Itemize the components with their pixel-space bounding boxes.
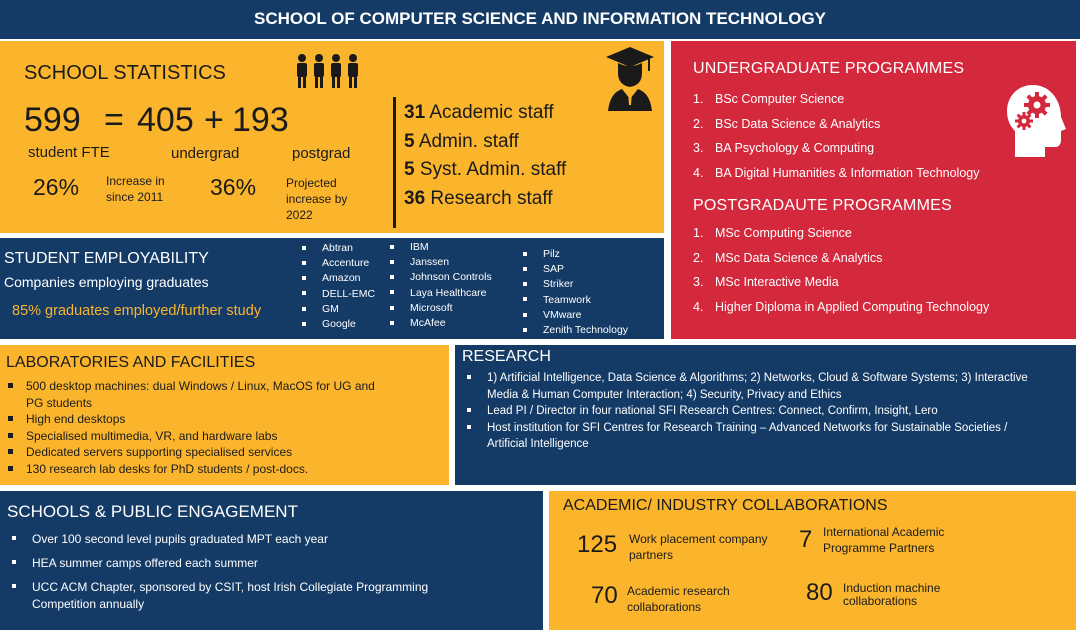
list-item: Google [296, 317, 375, 332]
list-item: 3. BA Psychology & Computing [693, 141, 875, 155]
graduate-icon [604, 45, 656, 111]
undergrad-value: 405 [137, 101, 194, 139]
list-item: Specialised multimedia, VR, and hardware labs [0, 428, 380, 445]
list-item: VMware [517, 308, 628, 323]
list-item: Amazon [296, 271, 375, 286]
engagement-heading: SCHOOLS & PUBLIC ENGAGEMENT [7, 502, 298, 521]
companies-column-1 [296, 241, 375, 332]
school-statistics-panel [0, 41, 664, 233]
list-item: Microsoft [384, 301, 492, 316]
employability-panel [0, 238, 664, 339]
postgrad-programmes-heading: POSTGRADAUTE PROGRAMMES [693, 197, 952, 214]
list-item: McAfee [384, 316, 492, 331]
increase-label: Increase in since 2011 [106, 174, 165, 204]
collab-work-placement-value: 125 [577, 531, 618, 558]
list-item: Pilz [517, 247, 628, 262]
staff-list [404, 99, 566, 213]
list-item: 130 research lab desks for PhD students / post-docs. [0, 461, 380, 478]
list-item: Laya Healthcare [384, 286, 492, 301]
collab-induction-value: 80 [806, 579, 833, 606]
engagement-list [6, 531, 476, 613]
research-heading: RESEARCH [462, 348, 551, 365]
collab-induction-label: Induction machine collaborations [843, 581, 941, 608]
equals-sign: = [104, 101, 124, 139]
list-item: 1. BSc Computer Science [693, 92, 845, 106]
list-item: 1. MSc Computing Science [693, 226, 852, 240]
list-item: GM [296, 302, 375, 317]
companies-column-3 [517, 247, 628, 338]
list-item: Johnson Controls [384, 270, 492, 285]
staff-row: 5 Syst. Admin. staff [404, 159, 567, 180]
list-item: 2. BSc Data Science & Analytics [693, 116, 881, 131]
postgrad-programmes-list [693, 221, 989, 319]
stats-heading: SCHOOL STATISTICS [24, 62, 226, 84]
list-item: 4. BA Digital Humanities & Information Technology [693, 165, 980, 180]
page-title: SCHOOL OF COMPUTER SCIENCE AND INFORMATION TECHNOLOGY [253, 9, 827, 28]
list-item: Abtran [296, 241, 375, 256]
total-students-label: student FTE [28, 144, 110, 161]
increase-value: 26% [33, 174, 80, 200]
undergrad-programmes-heading: UNDERGRADUATE PROGRAMMES [693, 60, 965, 77]
list-item: 1) Artificial Intelligence, Data Science & Algorithms; 2) Networks, Cloud & Software Systems; 3) Interactive Media & Human Computer Interaction; 4) Security, Privacy and Ethics [461, 370, 1041, 403]
list-item: DELL-EMC [296, 287, 375, 302]
total-students-value: 599 [24, 101, 81, 139]
list-item: 3. MSc Interactive Media [693, 275, 839, 289]
list-item: 2. MSc Data Science & Analytics [693, 250, 883, 265]
stats-divider [393, 97, 396, 228]
list-item: SAP [517, 262, 628, 277]
programmes-panel [671, 41, 1076, 339]
companies-column-2 [384, 240, 492, 331]
list-item: Lead PI / Director in four national SFI Research Centres: Connect, Confirm, Insight, Lero [461, 403, 1041, 420]
postgrad-label: postgrad [292, 145, 351, 162]
laboratories-panel [0, 345, 449, 485]
list-item: HEA summer camps offered each summer [6, 555, 476, 572]
undergrad-label: undergrad [171, 145, 240, 162]
list-item: UCC ACM Chapter, sponsored by CSIT, host Irish Collegiate Programming Competition annually [6, 579, 476, 613]
collaborations-panel [549, 491, 1076, 630]
undergrad-programmes-list [693, 87, 980, 185]
engagement-panel [0, 491, 543, 630]
staff-row: 31 Academic staff [404, 102, 554, 123]
list-item: IBM [384, 240, 492, 255]
collab-academic-research-value: 70 [591, 582, 618, 609]
plus-sign: + [204, 101, 224, 139]
collab-international-value: 7 [799, 526, 813, 553]
postgrad-value: 193 [232, 101, 289, 139]
list-item: Striker [517, 277, 628, 292]
collab-work-placement-label: Work placement company partners [629, 532, 768, 562]
collaborations-heading: ACADEMIC/ INDUSTRY COLLABORATIONS [563, 497, 888, 514]
people-icon [294, 53, 364, 89]
list-item: Accenture [296, 256, 375, 271]
staff-row: 5 Admin. staff [404, 130, 519, 152]
projected-value: 36% [210, 174, 257, 200]
list-item: Zenith Technology [517, 323, 628, 338]
list-item: Over 100 second level pupils graduated MPT each year [6, 531, 476, 548]
collab-academic-research-label: Academic research collaborations [627, 584, 730, 614]
staff-row: 36 Research staff [404, 187, 553, 209]
collab-international-label: International Academic Programme Partners [823, 525, 945, 555]
list-item: Teamwork [517, 293, 628, 308]
list-item: Janssen [384, 255, 492, 270]
projected-label: Projected increase by 2022 [286, 176, 348, 222]
research-list [461, 370, 1041, 453]
list-item: Host institution for SFI Centres for Research Training – Advanced Networks for Sustainable Societies / Artificial Intelligence [461, 420, 1041, 453]
title-banner [0, 0, 1080, 39]
list-item: 4. Higher Diploma in Applied Computing Technology [693, 299, 990, 314]
employability-heading: STUDENT EMPLOYABILITY [4, 250, 209, 267]
list-item: 500 desktop machines: dual Windows / Linux, MacOS for UG and PG students [0, 378, 380, 411]
list-item: Dedicated servers supporting specialised services [0, 444, 380, 461]
labs-heading: LABORATORIES AND FACILITIES [6, 354, 256, 371]
employability-subheading: Companies employing graduates [4, 274, 209, 290]
labs-list [0, 378, 380, 477]
head-gears-icon [1003, 83, 1069, 159]
employment-rate: 85% graduates employed/further study [12, 303, 262, 319]
research-panel [455, 345, 1076, 485]
list-item: High end desktops [0, 411, 380, 428]
